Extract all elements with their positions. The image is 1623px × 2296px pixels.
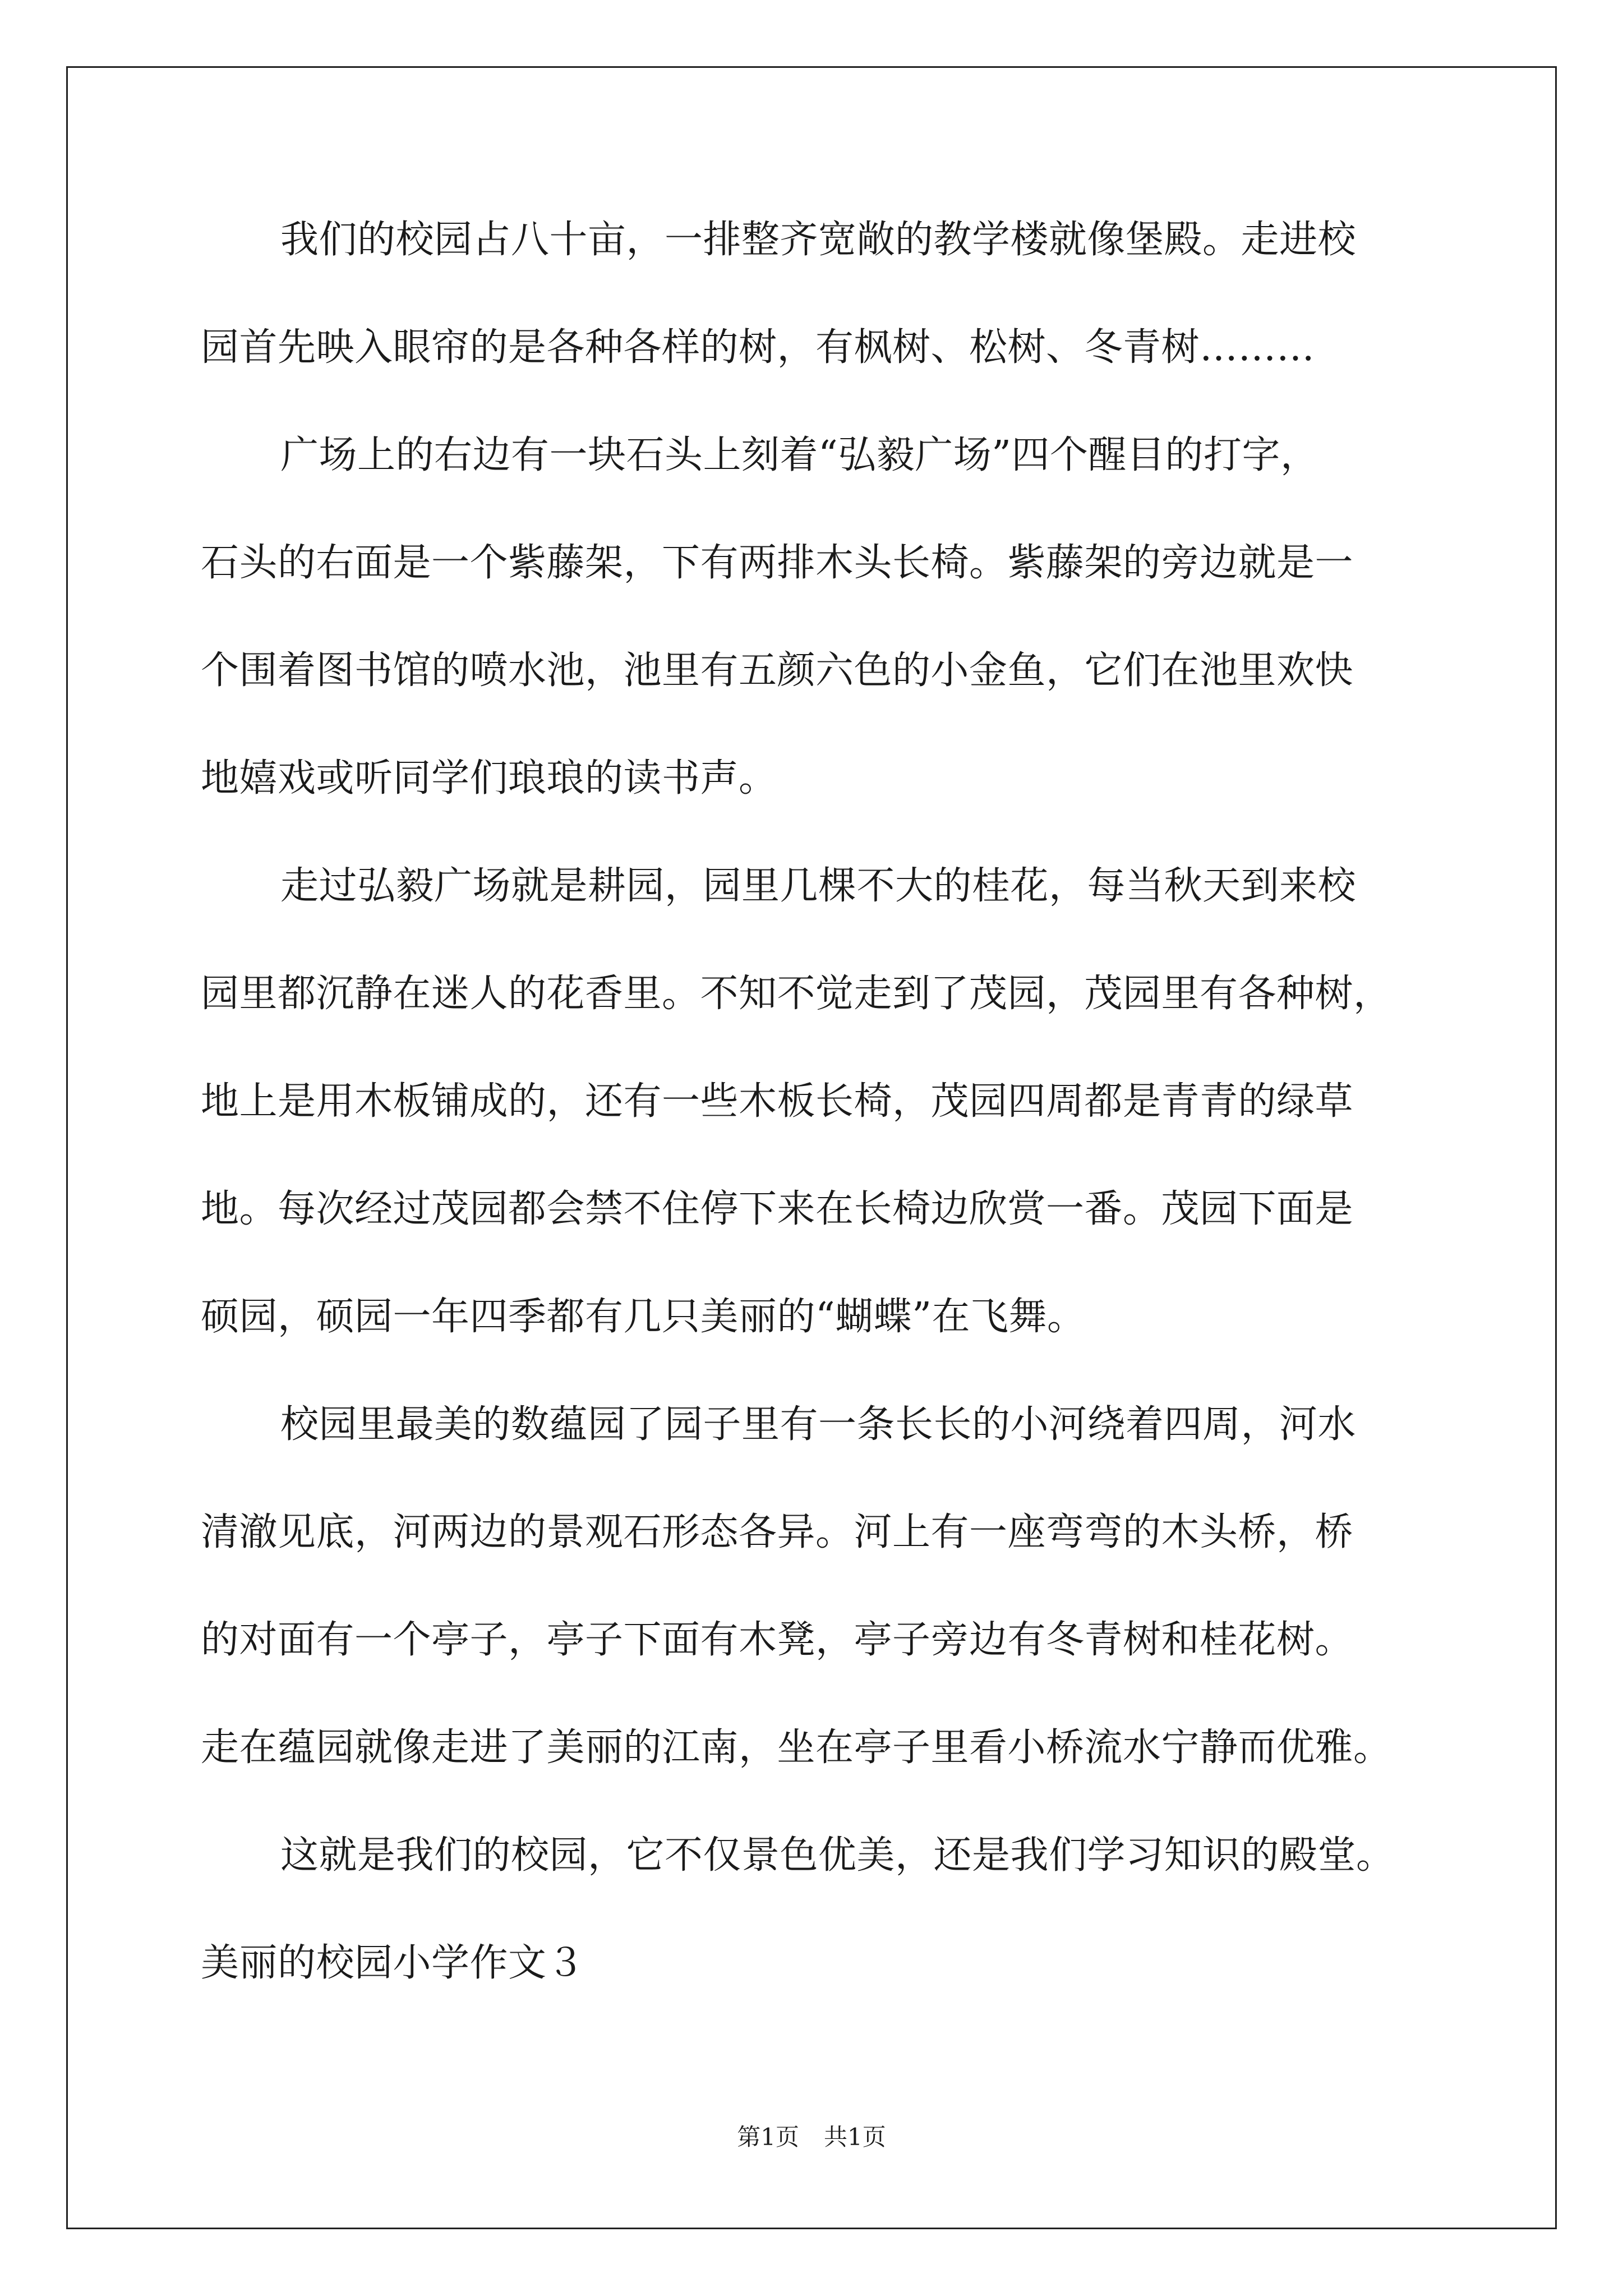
line-gap <box>201 1667 1435 1721</box>
paragraph-5-line-1: 这就是我们的校园，它不仅景色优美，还是我们学习知识的殿堂。 <box>280 1833 1395 1878</box>
paragraph-4-line-1: 校园里最美的数蕴园了园子里有一条长长的小河绕着四周，河水 <box>280 1402 1357 1447</box>
line-gap <box>201 482 1435 536</box>
paragraph-4-line-3: 的对面有一个亭子，亭子下面有木凳，亭子旁边有冬青树和桂花树。 <box>201 1618 1354 1662</box>
paragraph-3-line-3: 地上是用木板铺成的，还有一些木板长椅，茂园四周都是青青的绿草 <box>201 1079 1354 1124</box>
paragraph-3-line-1: 走过弘毅广场就是耕园，园里几棵不大的桂花，每当秋天到来校 <box>280 864 1357 908</box>
line-gap <box>201 1559 1435 1613</box>
page-number-label: 第1页 <box>737 2123 799 2151</box>
line-gap <box>201 698 1435 752</box>
line-gap <box>201 375 1435 429</box>
page-footer <box>0 2120 1623 2154</box>
paragraph-4-line-4: 走在蕴园就像走进了美丽的江南，坐在亭子里看小桥流水宁静而优雅。 <box>201 1726 1392 1770</box>
line-gap <box>201 590 1435 644</box>
line-gap <box>201 1344 1435 1398</box>
essay-heading: 美丽的校园小学作文３ <box>201 1941 585 1985</box>
line-gap <box>201 267 1435 321</box>
paragraph-2-line-3: 个围着图书馆的喷水池，池里有五颜六色的小金鱼，它们在池里欢快 <box>201 648 1354 693</box>
paragraph-2-line-4: 地嬉戏或听同学们琅琅的读书声。 <box>201 756 777 800</box>
line-gap <box>201 913 1435 967</box>
paragraph-3-line-2: 园里都沉静在迷人的花香里。不知不觉走到了茂园，茂园里有各种树， <box>201 972 1392 1016</box>
line-gap <box>201 1236 1435 1290</box>
line-gap <box>201 1452 1435 1506</box>
paragraph-1-line-2: 园首先映入眼帘的是各种各样的树，有枫树、松树、冬青树……… <box>201 325 1315 370</box>
paragraph-2-line-1: 广场上的右边有一块石头上刻着“弘毅广场”四个醒目的打字， <box>280 433 1319 477</box>
page-total-label: 共1页 <box>824 2123 886 2151</box>
paragraph-2-line-2: 石头的右面是一个紫藤架，下有两排木头长椅。紫藤架的旁边就是一 <box>201 541 1354 585</box>
line-gap <box>201 1883 1435 1936</box>
line-gap <box>201 1775 1435 1829</box>
paragraph-1-line-1: 我们的校园占八十亩，一排整齐宽敞的教学楼就像堡殿。走进校 <box>280 218 1357 262</box>
document-body <box>201 213 1435 1990</box>
paragraph-4-line-2: 清澈见底，河两边的景观石形态各异。河上有一座弯弯的木头桥，桥 <box>201 1510 1354 1554</box>
line-gap <box>201 1021 1435 1075</box>
line-gap <box>201 1129 1435 1182</box>
line-gap <box>201 806 1435 859</box>
paragraph-3-line-5: 硕园，硕园一年四季都有几只美丽的“蝴蝶”在飞舞。 <box>201 1295 1086 1339</box>
paragraph-3-line-4: 地。每次经过茂园都会禁不住停下来在长椅边欣赏一番。茂园下面是 <box>201 1187 1354 1231</box>
